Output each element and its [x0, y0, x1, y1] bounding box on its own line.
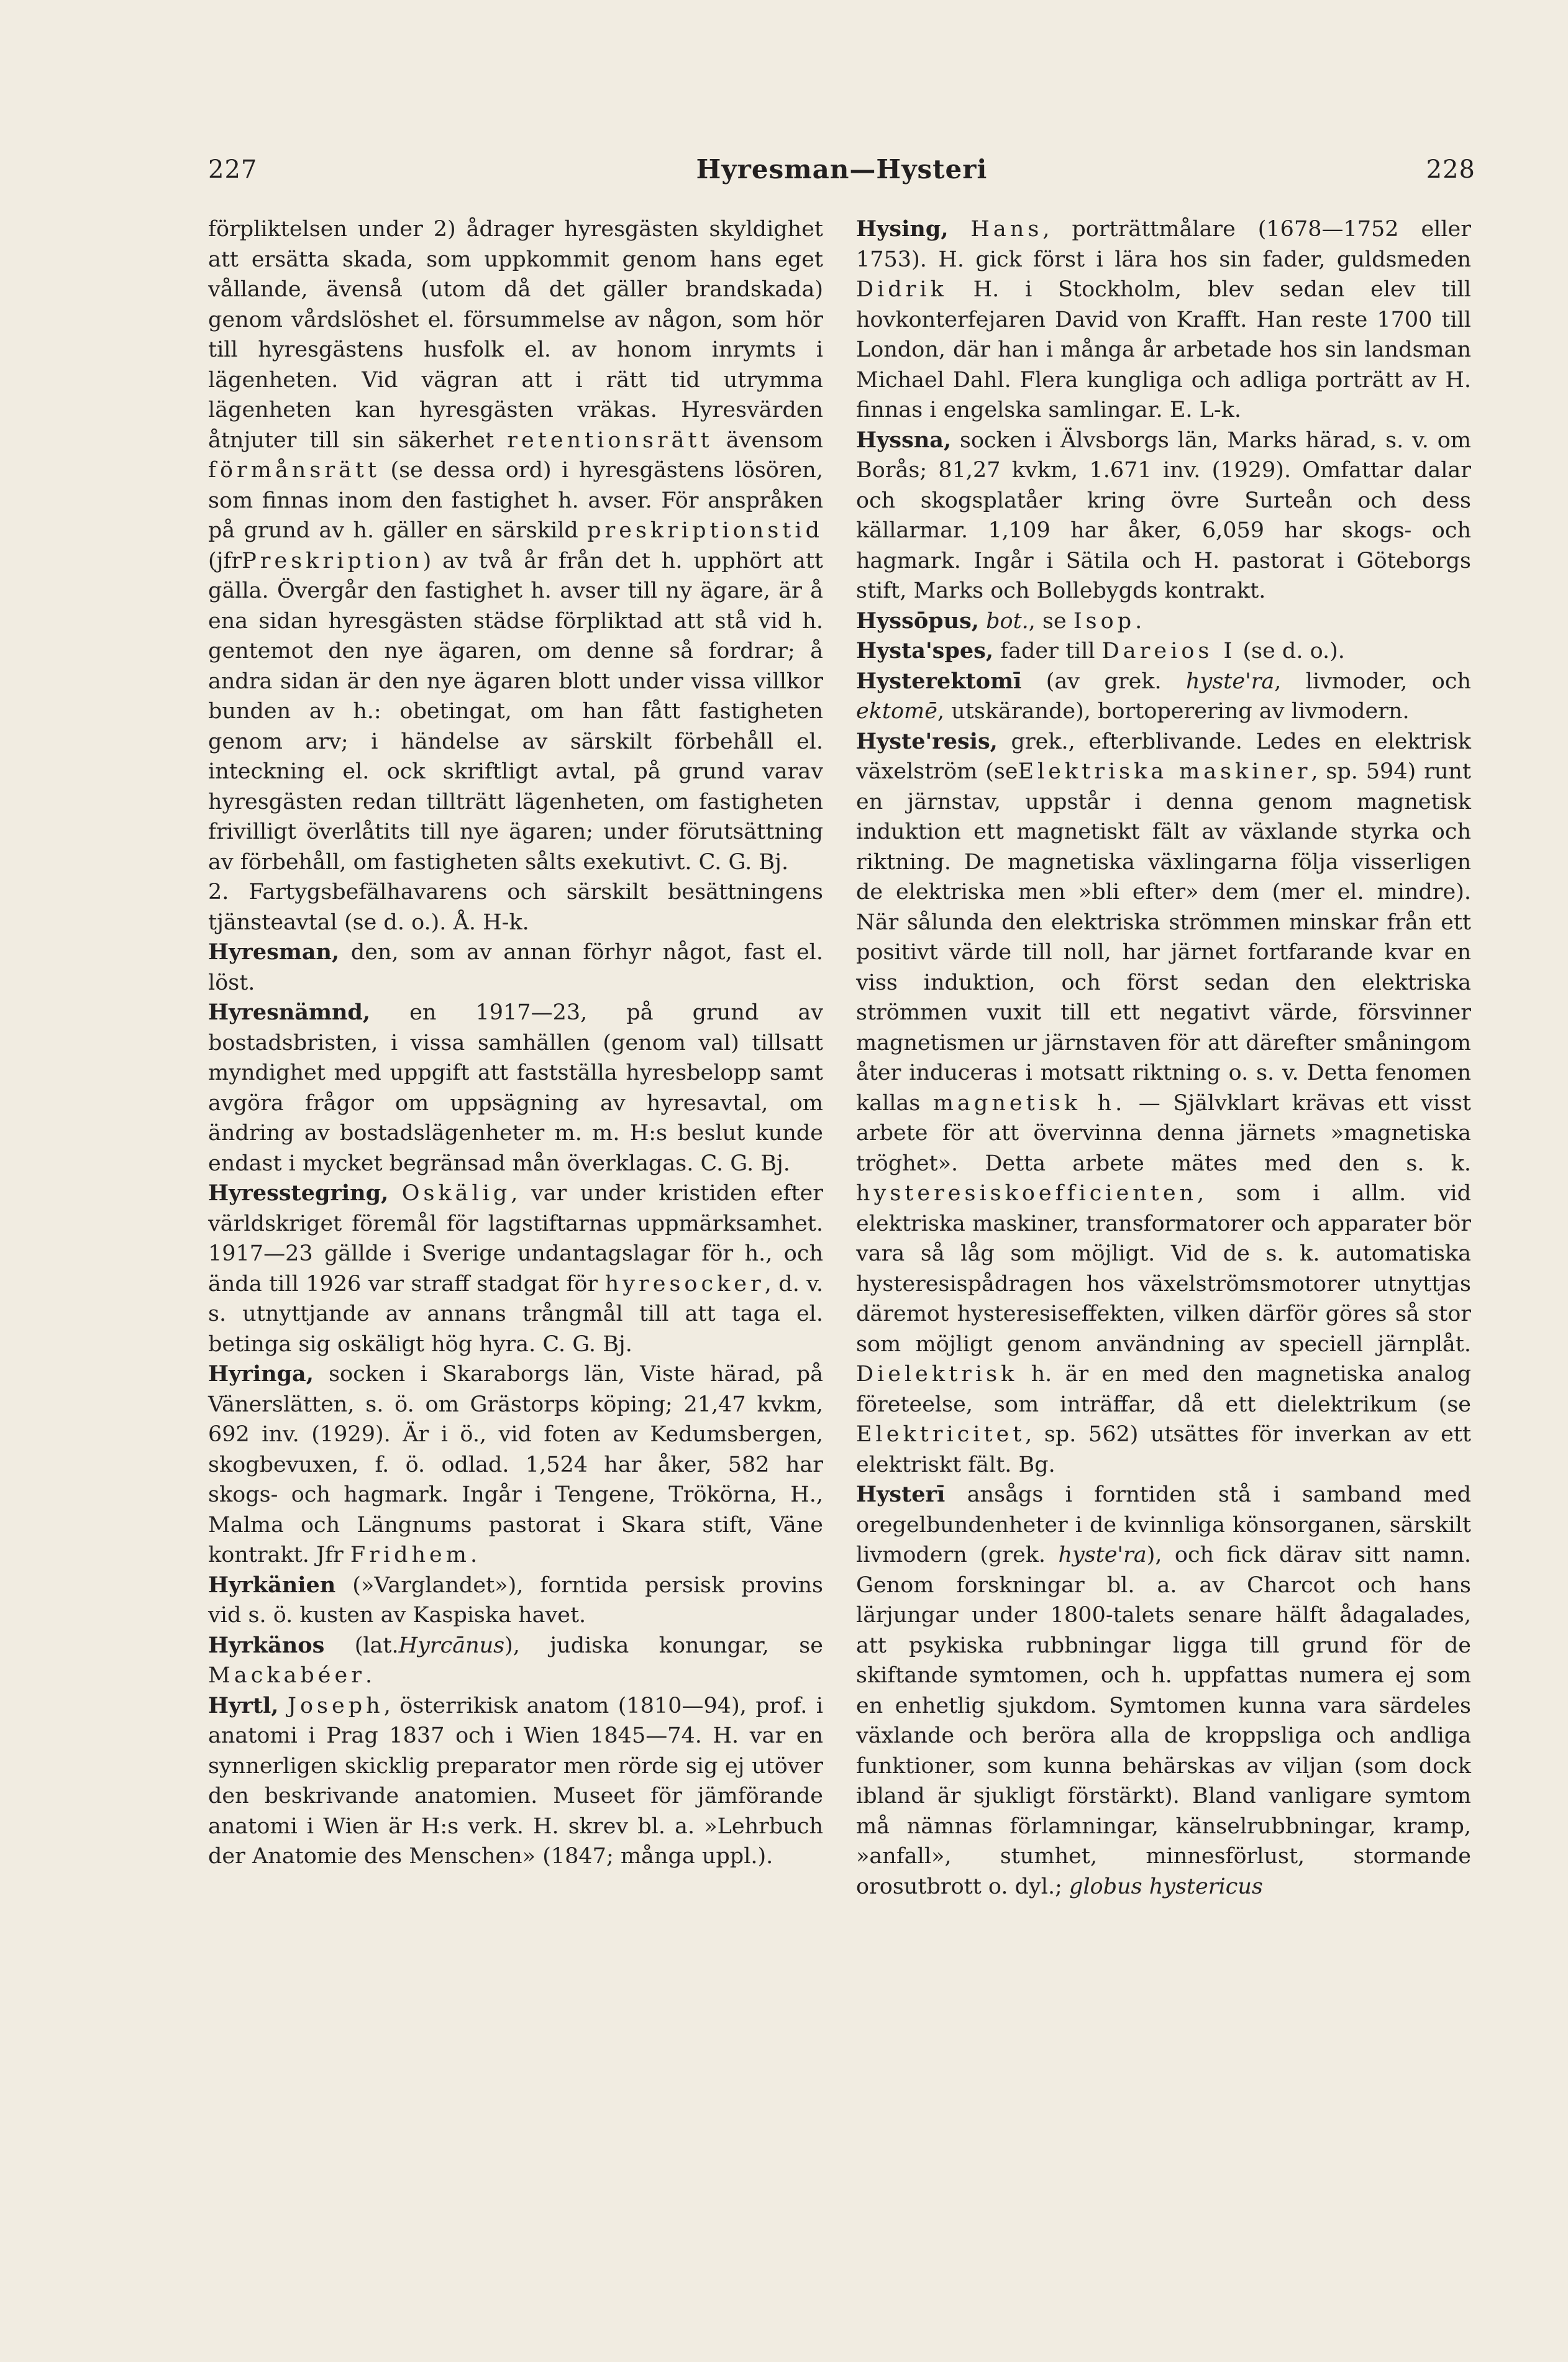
- headword: Hysterī: [856, 1482, 946, 1507]
- headword: Hyrkänien: [208, 1572, 336, 1598]
- left-column: [208, 214, 823, 1872]
- page-number-left: 227: [208, 155, 258, 184]
- headword: Hyrkänos: [208, 1632, 325, 1658]
- page-header: [208, 151, 1475, 201]
- entry-hysteri: Hysterī ansågs i forntiden stå i samband med oregelbundenheter i de kvinnliga könsorganen, särskilt livmodern (grek. hyste'ra), och fick därav sitt namn. Genom forskningar bl. a. av Charcot och hans lärjungar under 1800-talets senare hälft ådagalades, att psykiska rubbningar ligga till grund för de skiftande symtomen, och h. uppfattas numera ej som en enhetlig sjukdom. Symtomen kunna vara särdeles växlande och beröra alla de kroppsliga och andliga funktioner, som kunna behärskas av viljan (som dock ibland är sjukligt förstärkt). Bland vanligare symtom må nämnas förlamningar, känselrubbningar, kramp, »anfall», stumhet, minnesförlust, stormande orosutbrott o. dyl.; globus hystericus: [856, 1482, 1471, 1899]
- author-signature: C. G. Bj.: [700, 1151, 790, 1176]
- entry-hyresavtal-continued: förpliktelsen under 2) ådrager hyresgästen skyldighet att ersätta skada, som uppkommit genom hans eget vållande, ävenså (utom då det gäller brandskada) genom vårdslöshet el. försummelse av någon, som hör till hyresgästens husfolk el. av honom inrymts i lägenheten. Vid vägran att i rätt tid utrymma lägenheten kan hyresgästen vräkas. Hyresvärden åtnjuter till sin säkerhet retentionsrätt ävensom förmånsrätt (se dessa ord) i hyresgästens lösören, som finnas inom den fastighet h. avser. För anspråken på grund av h. gäller en särskild preskriptionstid (jfrPreskription) av två år från det h. upphört att gälla. Övergår den fastighet h. avser till ny ägare, är å ena sidan hyresgästen städse förpliktad att stå vid h. gentemot den nye ägaren, om denne så fordrar; å andra sidan är den nye ägaren blott under vissa villkor bunden av h.: obetingat, om han fått fastigheten genom arv; i händelse av särskilt förbehåll el. inteckning el. ock skriftligt avtal, på grund varav hyresgästen redan tillträtt lägenheten, om fastigheten frivilligt överlåtits till nye ägaren; under förutsättning av förbehåll, om fastigheten sålts exekutivt. C. G. Bj.: [208, 217, 823, 875]
- entry-section-2: 2. Fartygsbefälhavarens och särskilt besättningens tjänsteavtal (se d. o.). Å. H-k.: [208, 880, 823, 935]
- headword: Hyssōpus,: [856, 608, 979, 634]
- headword: Hyresman,: [208, 939, 340, 965]
- entry-hysing: Hysing, Hans, porträttmålare (1678—1752 eller 1753). H. gick först i lära hos sin fader, guldsmeden Didrik H. i Stockholm, blev sedan elev till hovkonterfejaren David von Krafft. Han reste 1700 till London, där han i många år arbetade hos sin landsman Michael Dahl. Flera kungliga och adliga porträtt av H. finnas i engelska samlingar. E. L-k.: [856, 216, 1471, 422]
- headword: Hyresstegring,: [208, 1180, 389, 1206]
- author-signature: C. G. Bj.: [542, 1331, 632, 1357]
- headword: Hyresnämnd,: [208, 1000, 371, 1025]
- headword: Hysta'spes,: [856, 638, 994, 663]
- author-signature: Å. H-k.: [453, 910, 529, 935]
- running-title: Hyresman—Hysteri: [696, 154, 988, 185]
- entry-hysteresis: Hyste'resis, grek., efterblivande. Ledes en elektrisk växelström (seElektriska maskiner, sp. 594) runt en järnstav, uppstår i denna genom magnetisk induktion ett magnetiskt fält av växlande styrka och riktning. De magnetiska växlingarna följa visserligen de elektriska men »bli efter» dem (mer el. mindre). När sålunda den elektriska strömmen minskar från ett positivt värde till noll, har järnet fortfarande kvar en viss induktion, och först sedan den elektriska strömmen vuxit till ett negativt värde, försvinner magnetismen ur järnstaven för att därefter småningom åter induceras i motsatt riktning o. s. v. Detta fenomen kallas magnetisk h. — Självklart krävas ett visst arbete för att övervinna denna järnets »magnetiska tröghet». Detta arbete mätes med den s. k. hysteresiskoefficienten, som i allm. vid elektriska maskiner, transformatorer och apparater bör vara så låg som möjligt. Vid de s. k. automatiska hysteresispådragen hos växelströmsmotorer utnyttjas däremot hysteresiseffekten, vilken därför göres så stor som möjligt genom användning av speciell järnplåt. Dielektrisk h. är en med den magnetiska analog företeelse, som inträffar, då ett dielektrikum (se Elektricitet, sp. 562) utsättes för inverkan av ett elektriskt fält. Bg.: [856, 728, 1471, 1477]
- headword: Hyssna,: [856, 427, 952, 453]
- author-signature: C. G. Bj.: [698, 849, 789, 875]
- entry-hyresstegring: Hyresstegring, Oskälig, var under kristiden efter världskriget föremål för lagstiftarnas uppmärksamhet. 1917—23 gällde i Sverige undantagslagar för h., och ända till 1926 var straff stadgat för hyresocker, d. v. s. utnyttjande av annans trångmål till att taga el. betinga sig oskäligt hög hyra. C. G. Bj.: [208, 1180, 823, 1357]
- headword: Hyringa,: [208, 1361, 314, 1387]
- author-signature: E. L-k.: [1169, 398, 1242, 422]
- headword: Hyste'resis,: [856, 728, 998, 754]
- entry-hyssopus: Hyssōpus, bot., se Isop.: [856, 608, 1142, 634]
- headword: Hysterektomī: [856, 668, 1022, 694]
- author-signature: Bg.: [1018, 1452, 1055, 1477]
- entry-hyrtl: Hyrtl, Joseph, österrikisk anatom (1810—94), prof. i anatomi i Prag 1837 och i Wien 1845—74. H. var en synnerligen skicklig preparator men rörde sig ej utöver den beskrivande anatomien. Museet för jämförande anatomi i Wien är H:s verk. H. skrev bl. a. »Lehrbuch der Anatomie des Menschen» (1847; många uppl.).: [208, 1692, 823, 1869]
- entry-hyresman: Hyresman, den, som av annan förhyr något, fast el. löst.: [208, 939, 823, 995]
- entry-hyrkanos: Hyrkänos (lat.Hyrcānus), judiska konungar, se Mackabéer.: [208, 1632, 823, 1688]
- headword: Hysing,: [856, 216, 949, 242]
- entry-hyssna: Hyssna, socken i Älvsborgs län, Marks härad, s. v. om Borås; 81,27 kvkm, 1.671 inv. (1929). Omfattar dalar och skogsplatåer kring övre Surteån och dess källarmar. 1,109 har åker, 6,059 har skogs- och hagmark. Ingår i Sätila och H. pastorat i Göteborgs stift, Marks och Bollebygds kontrakt.: [856, 427, 1471, 603]
- headword: Hyrtl,: [208, 1692, 279, 1718]
- entry-hyrkanien: Hyrkänien (»Varglandet»), forntida persisk provins vid s. ö. kusten av Kaspiska havet.: [208, 1572, 823, 1628]
- entry-hyresnamnd: Hyresnämnd, en 1917—23, på grund av bostadsbristen, i vissa samhällen (genom val) tillsatt myndighet med uppgift att fastställa hyresbelopp samt avgöra frågor om uppsägning av hyresavtal, om ändring av bostadslägenheter m. m. H:s beslut kunde endast i mycket begränsad mån överklagas. C. G. Bj.: [208, 1000, 823, 1176]
- right-column: [856, 214, 1471, 1902]
- entry-hysterektomi: Hysterektomī (av grek. hyste'ra, livmoder, och ektomē, utskärande), bortoperering av livmodern.: [856, 668, 1471, 724]
- entry-hyringa: Hyringa, socken i Skaraborgs län, Viste härad, på Vänerslätten, s. ö. om Grästorps köping; 21,47 kvkm, 692 inv. (1929). Är i ö., vid foten av Kedumsbergen, skogbevuxen, f. ö. odlad. 1,524 har åker, 582 har skogs- och hagmark. Ingår i Tengene, Trökörna, H., Malma och Längnums pastorat i Skara stift, Väne kontrakt. Jfr Fridhem.: [208, 1361, 823, 1567]
- page-number-right: 228: [1426, 155, 1475, 184]
- entry-hystaspes: Hysta'spes, fader till Dareios I (se d. o.).: [856, 638, 1345, 663]
